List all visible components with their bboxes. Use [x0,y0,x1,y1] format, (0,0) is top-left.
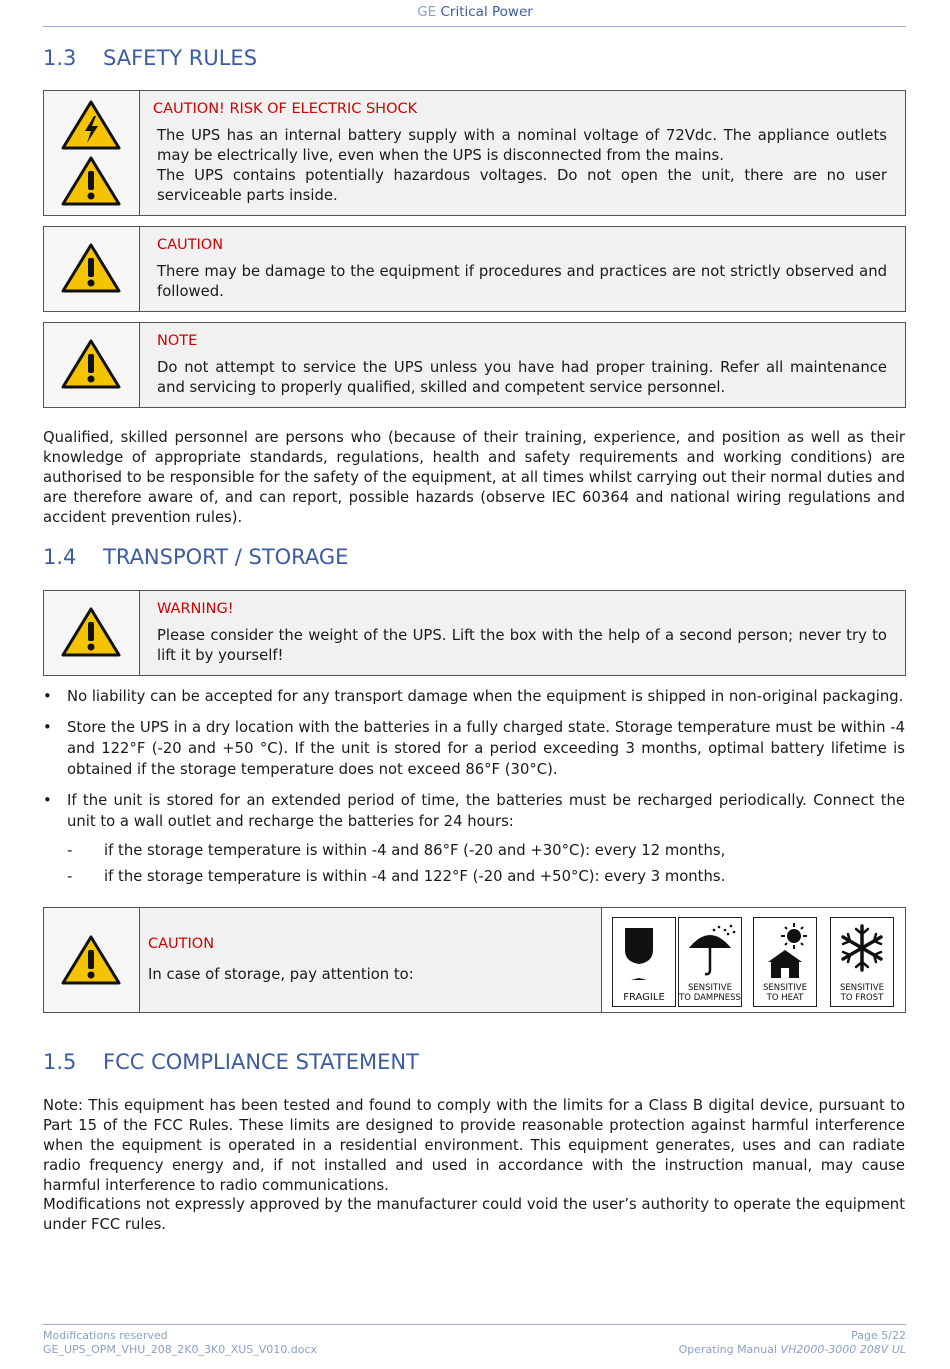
exclamation-warning-icon [60,606,122,658]
footer-right [679,1329,906,1357]
footer-left [43,1329,317,1357]
footer-model: VH2000-3000 208V UL [780,1343,906,1356]
exclamation-warning-icon [60,242,122,294]
box-text: In case of storage, pay attention to: [148,966,414,983]
box-text: There may be damage to the equipment if procedures and practices are not strictly observed and followed. [157,263,887,300]
icon-cell [44,227,140,311]
section-heading-safety-rules [43,46,257,70]
pictogram-caption: SENSITIVE TO HEAT [763,983,807,1003]
header-brand: GE [417,4,437,20]
caution-electric-shock-box [43,90,906,216]
box-text: Please consider the weight of the UPS. Lift the box with the help of a second person; never try to lift it by yourself! [157,627,887,664]
section-number: 1.4 [43,545,77,569]
warning-box [43,590,906,676]
list-item: • No liability can be accepted for any transport damage when the equipment is shipped in non-original packaging. [43,688,904,705]
fragile-pictogram [612,917,676,1007]
section-number: 1.5 [43,1050,77,1074]
snowflake-icon [831,918,893,980]
icon-cell [44,908,140,1012]
footer-filename: GE_UPS_OPM_VHU_208_2K0_3K0_XUS_V010.docx [43,1343,318,1356]
exclamation-warning-icon [60,155,122,207]
caution-box [43,226,906,312]
pictogram-caption: SENSITIVE TO DAMPNESS [679,983,741,1003]
fcc-paragraph: Modifications not expressly approved by the manufacturer could void the user’s authority to operate the equipment under FCC rules. [43,1196,905,1233]
list-item: - if the storage temperature is within -4 and 86°F (-20 and +30°C): every 12 months, [67,842,726,859]
umbrella-rain-icon [679,918,741,980]
section-title: SAFETY RULES [103,46,258,70]
pictogram-caption: SENSITIVE TO FROST [840,983,884,1003]
footer-divider [43,1324,906,1325]
footer-note: Modifications reserved [43,1329,168,1342]
page-number: Page 5/22 [851,1329,906,1342]
icon-cell [44,591,140,675]
footer-manual: Operating Manual VH2000-3000 208V UL [678,1343,906,1356]
list-item: - if the storage temperature is within -4 and 122°F (-20 and +50°C): every 3 months. [67,868,726,885]
box-title: NOTE [157,333,198,349]
exclamation-warning-icon [60,338,122,390]
note-box [43,322,906,408]
box-text: Do not attempt to service the UPS unless you have had proper training. Refer all maintenance and servicing to properly qualified, skilled and competent service personnel. [157,359,887,396]
section-title: TRANSPORT / STORAGE [103,545,349,569]
fragile-glass-icon [613,918,675,988]
list-item: • Store the UPS in a dry location with the batteries in a fully charged state. Storage temperature must be within -4 and 122°F (-20 and +50 °C). If the unit is stored for a period exceeding 3 months, optimal battery lifetime is obtained if the storage temperature does not exceed 86°F (30°C). [43,719,905,778]
header-title: Critical Power [440,4,533,20]
pictogram-panel [601,908,905,1012]
section-heading-transport-storage [43,545,348,569]
frost-pictogram [830,917,894,1007]
icon-cell [44,323,140,407]
box-title: CAUTION [157,237,224,253]
section-title: FCC COMPLIANCE STATEMENT [103,1050,419,1074]
fcc-paragraph: Note: This equipment has been tested and found to comply with the limits for a Class B digital device, pursuant to Part 15 of the FCC Rules. These limits are designed to provide reasonable protection against harmful interference when the equipment is operated in a residential environment. This equipment generates, uses and can radiate radio frequency energy and, if not installed and used in accordance with the instruction manual, may cause harmful interference to radio communications. [43,1097,905,1194]
page-header [0,4,950,20]
box-text: The UPS has an internal battery supply with a nominal voltage of 72Vdc. The appliance outlets may be electrically live, even when the UPS is disconnected from the mains. The UPS contains potentially hazardous voltages. Do not open the unit, there are no user serviceable parts inside. [157,127,887,204]
sun-house-icon [754,918,816,980]
exclamation-warning-icon [60,934,122,986]
heat-pictogram [753,917,817,1007]
box-content [153,101,887,117]
icon-cell [44,91,140,215]
dampness-pictogram [678,917,742,1007]
storage-caution-box [43,907,906,1013]
box-title: WARNING! [157,601,234,617]
section-number: 1.3 [43,46,77,70]
electric-shock-warning-icon [60,99,122,151]
header-divider [43,26,906,27]
list-item: • If the unit is stored for an extended period of time, the batteries must be recharged periodically. Connect the unit to a wall outlet and recharge the batteries for 24 hours: [43,792,905,830]
pictogram-caption: FRAGILE [623,992,665,1003]
box-title: CAUTION! RISK OF ELECTRIC SHOCK [153,101,418,117]
section-heading-fcc-compliance [43,1050,419,1074]
box-title: CAUTION [148,936,215,952]
qualified-personnel-paragraph: Qualified, skilled personnel are persons who (because of their training, experience, and position as well as their knowledge of appropriate standards, regulations, health and safety requirements and working conditions) are authorised to be responsible for the safety of the equipment, at all times whilst carrying out their normal duties and are therefore aware of, and can report, possible hazards (observe IEC 60364 and national wiring regulations and accident prevention rules). [43,429,905,526]
